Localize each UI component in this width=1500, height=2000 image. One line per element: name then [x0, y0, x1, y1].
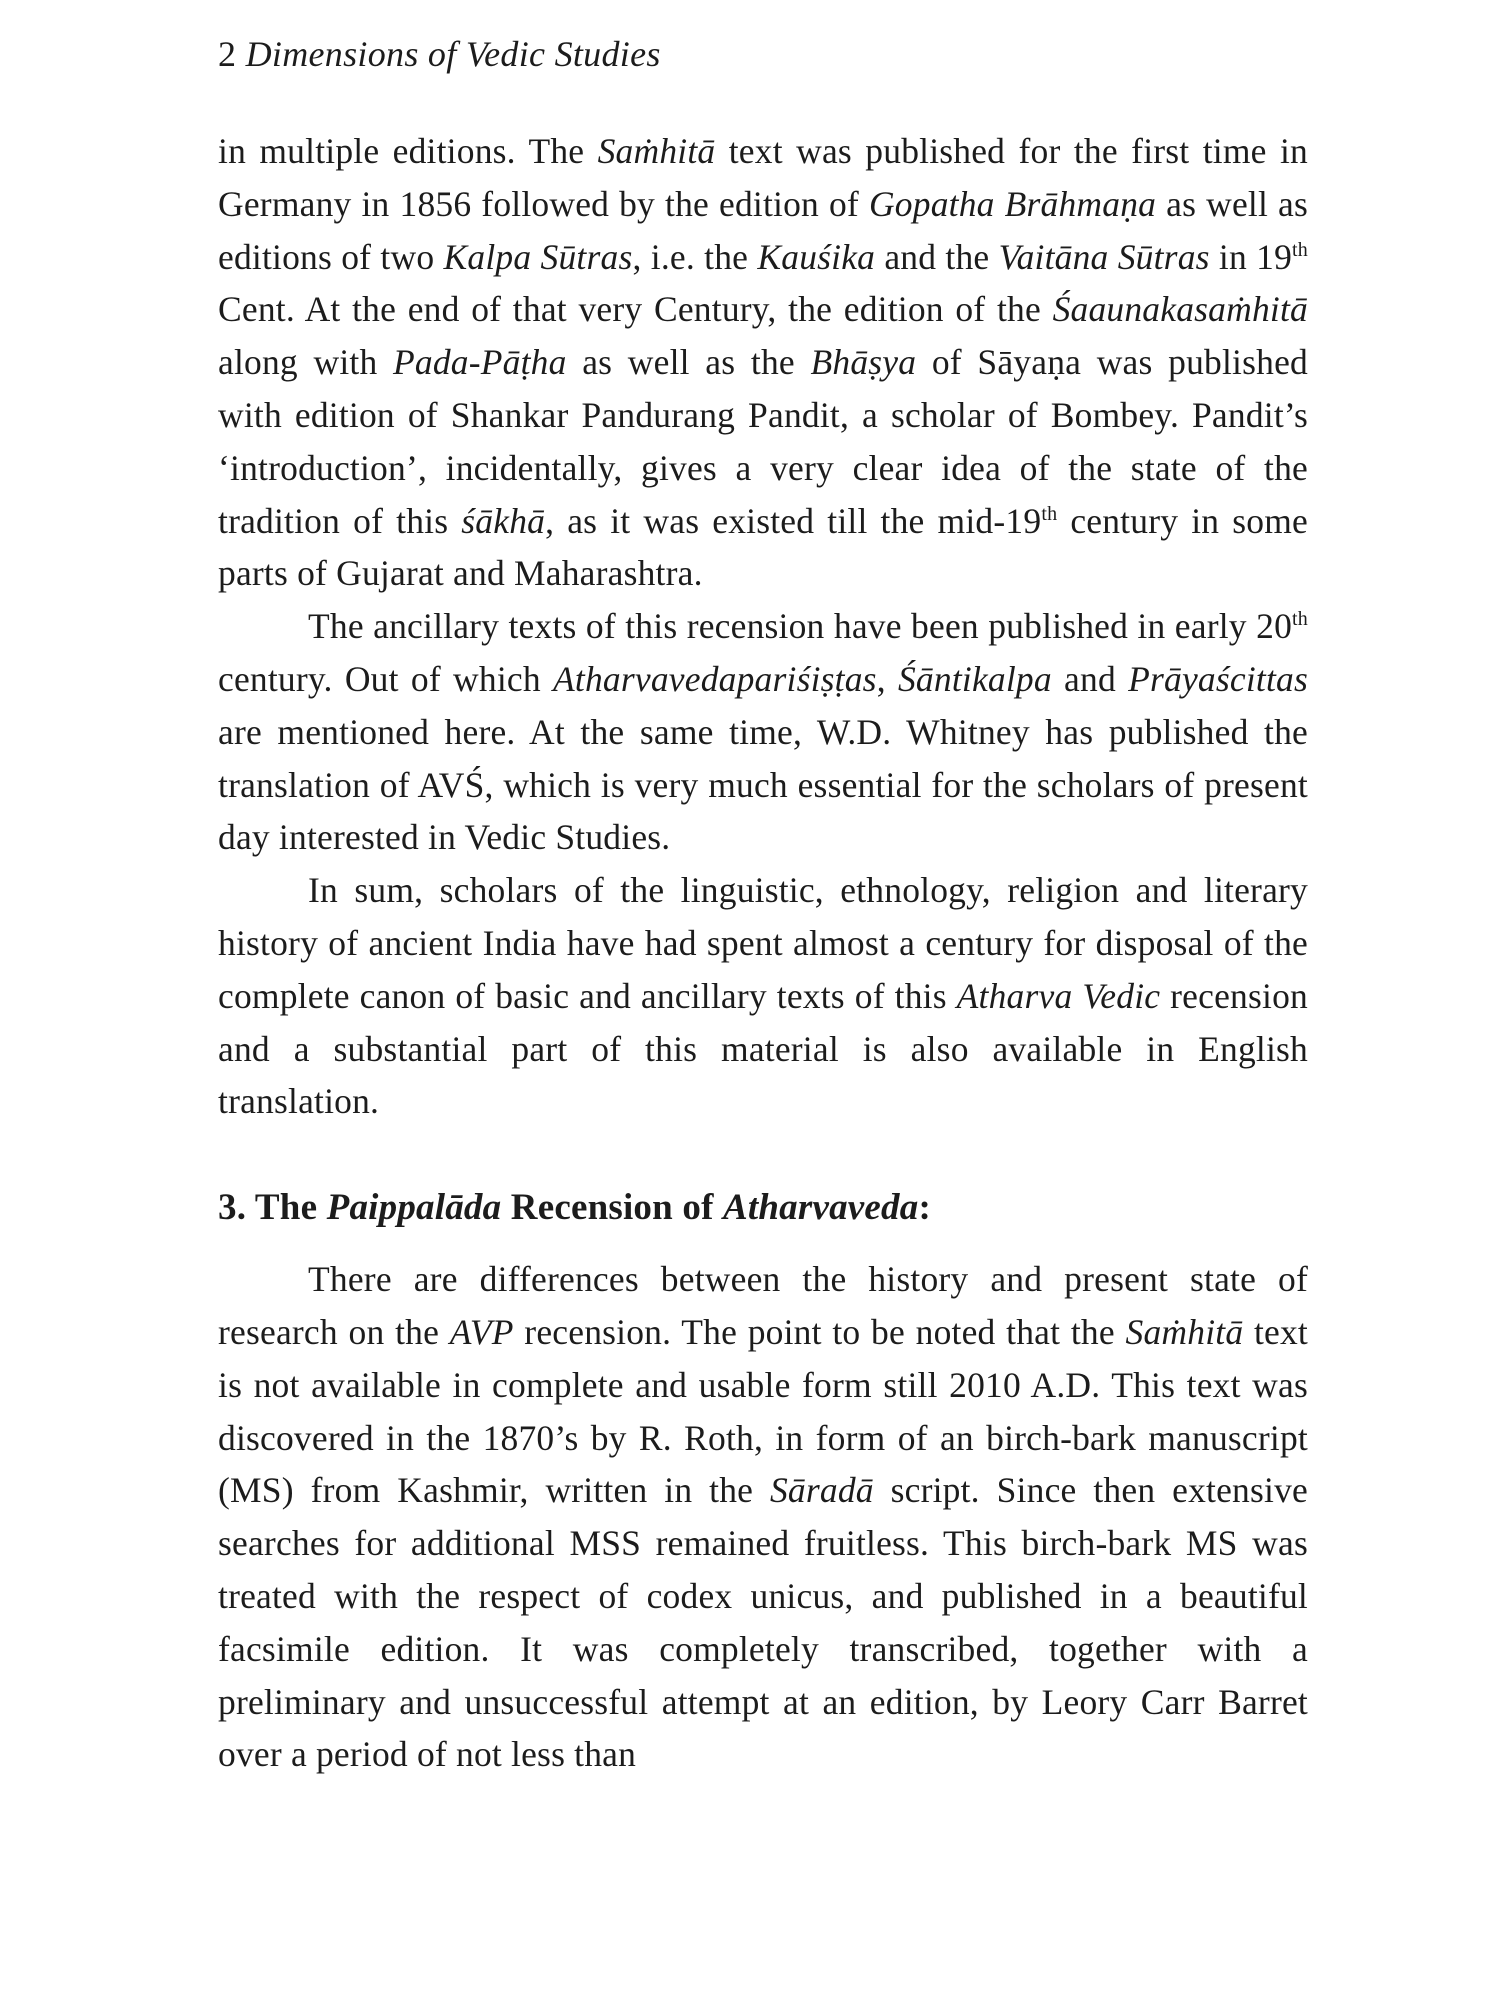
text-run: and — [1051, 658, 1129, 699]
text-run: are mentioned here. At the same time, W.D. Whitney has published the translation of AVŚ, which is very much essential for the scholars of present day interested in Vedic Studies. — [218, 711, 1308, 858]
italic-term: Bhāṣya — [810, 342, 917, 383]
text-run: century. Out of which — [218, 658, 554, 699]
italic-term: Paippalāda — [326, 1187, 502, 1229]
text-run: in 19 — [1209, 236, 1293, 277]
superscript: th — [1292, 238, 1308, 261]
italic-term: Sāradā — [769, 1470, 874, 1511]
italic-term: Śāntikalpa — [897, 658, 1052, 699]
italic-term: Atharva Vedic — [956, 975, 1161, 1016]
italic-term: Prāyaścittas — [1128, 658, 1308, 699]
italic-term: Pada-Pāṭha — [393, 342, 567, 383]
text-run: as well as the — [566, 342, 811, 383]
text-run: There are differences between the history and present state of research on the — [218, 1259, 1308, 1352]
text-run: text was published for the first time in Germany in 1856 followed by the edition of — [218, 131, 1308, 224]
text-run: script. Since then extensive searches for additional MSS remained fruitless. This birch-bark MS was treated with the respect of codex unicus, and published in a beautiful facsimile edition. It was completely transcribed, together with a preliminary and unsuccessful attempt at an edition, by Leory Carr Barret over a period of not less than — [218, 1470, 1308, 1775]
text-run: In sum, scholars of the linguistic, ethnology, religion and literary history of ancient India have had spent almost a century for disposal of the complete canon of basic and ancillary texts of this — [218, 870, 1308, 1016]
body-text — [218, 125, 1308, 1781]
paragraph-1 — [218, 125, 1308, 600]
text-run: recension and a substantial part of this material is also available in English translation. — [218, 975, 1308, 1122]
text-run: : — [918, 1187, 931, 1229]
page-number: 2 — [218, 34, 237, 74]
section-heading — [218, 1180, 1308, 1236]
text-run: as well as editions of two — [218, 183, 1309, 277]
text-run: text is not available in complete and usable form still 2010 A.D. This text was discovered in the 1870’s by R. Roth, in form of an birch-bark manuscript (MS) from Kashmir, written in the — [218, 1311, 1308, 1511]
italic-term: śākhā — [461, 500, 546, 541]
running-title: Dimensions of Vedic Studies — [245, 34, 661, 74]
text-run: Recension of — [501, 1187, 724, 1229]
text-run: recension. The point to be noted that the — [513, 1311, 1126, 1352]
italic-term: Saṁhitā — [597, 131, 716, 171]
text-run: , as it was existed till the mid-19 — [545, 500, 1042, 541]
text-run: and the — [875, 236, 999, 277]
paragraph-2 — [218, 600, 1308, 864]
text-run: century in some parts of Gujarat and Maharashtra. — [218, 500, 1309, 594]
italic-term: Gopatha Brāhmaṇa — [868, 183, 1157, 224]
italic-term: Atharvaveda — [723, 1187, 919, 1229]
text-run: of Sāyaṇa was published with edition of Shankar Pandurang Pandit, a scholar of Bombey. Pandit’s ‘introduction’, incidentally, gives a very clear idea of the state of the tradition of this — [218, 342, 1308, 541]
running-header — [218, 34, 661, 74]
superscript: th — [1041, 502, 1058, 525]
text-run: 3. The — [218, 1187, 327, 1229]
paragraph-4 — [218, 1253, 1308, 1781]
text-run: along with — [218, 342, 394, 383]
text-run: , i.e. the — [632, 236, 758, 277]
text-run: in multiple editions. The — [218, 131, 598, 171]
text-run: Cent. At the end of that very Century, the edition of the — [218, 289, 1053, 330]
italic-term: Śaaunakasaṁhitā — [1052, 289, 1308, 330]
paragraph-3 — [218, 864, 1308, 1128]
text-run: The ancillary texts of this recension have been published in early 20 — [308, 606, 1293, 647]
italic-term: Kauśika — [757, 236, 876, 277]
superscript: th — [1292, 608, 1308, 631]
italic-term: Kalpa Sūtras — [443, 236, 633, 277]
text-run: , — [876, 658, 898, 699]
italic-term: Atharvavedapariśiṣṭas — [553, 658, 877, 699]
italic-term: AVP — [449, 1311, 514, 1352]
italic-term: Vaitāna Sūtras — [998, 236, 1210, 277]
italic-term: Saṁhitā — [1125, 1311, 1244, 1352]
